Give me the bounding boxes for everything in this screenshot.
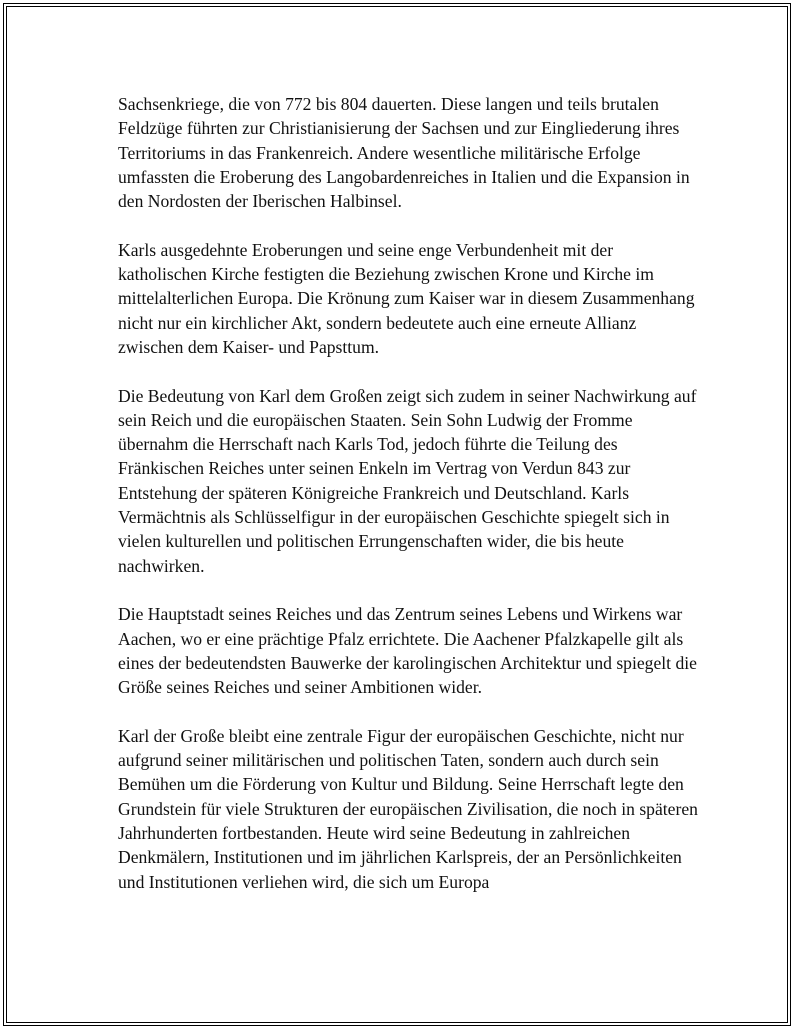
paragraph-3: Die Bedeutung von Karl dem Großen zeigt sich zudem in seiner Nachwirkung auf sein Reich und die europäischen Staaten. Sein Sohn Ludwig der Fromme übernahm die Herrschaft nach Karls Tod, jedoch führte die Teilung des Fränkischen Reiches unter seinen Enkeln im Vertrag von Verdun 843 zur Entstehung der späteren Königreiche Frankreich und Deutschland. Karls Vermächtnis als Schlüsselfigur in der europäischen Geschichte spiegelt sich in vielen kulturellen und politischen Errungenschaften wider, die bis heute nachwirken. — [118, 385, 697, 576]
document-body — [118, 92, 698, 918]
paragraph-1: Sachsenkriege, die von 772 bis 804 dauerten. Diese langen und teils brutalen Feldzüge führten zur Christianisierung der Sachsen und zur Eingliederung ihres Territoriums in das Frankenreich. Andere wesentliche militärische Erfolge umfassten die Eroberung des Langobardenreiches in Italien und die Expansion in den Nordosten der Iberischen Halbinsel. — [118, 94, 690, 212]
paragraph-2: Karls ausgedehnte Eroberungen und seine enge Verbundenheit mit der katholischen Kirche festigten die Beziehung zwischen Krone und Kirche im mittelalterlichen Europa. Die Krönung zum Kaiser war in diesem Zusammenhang nicht nur ein kirchlicher Akt, sondern bedeutete auch eine erneute Allianz zwischen dem Kaiser- und Papsttum. — [118, 239, 695, 357]
paragraph-4: Die Hauptstadt seines Reiches und das Zentrum seines Lebens und Wirkens war Aachen, wo er eine prächtige Pfalz errichtete. Die Aachener Pfalzkapelle gilt als eines der bedeutendsten Bauwerke der karolingischen Architektur und spiegelt die Größe seines Reiches und seiner Ambitionen wider. — [118, 604, 697, 698]
paragraph-5: Karl der Große bleibt eine zentrale Figur der europäischen Geschichte, nicht nur aufgrund seiner militärischen und politischen Taten, sondern auch durch sein Bemühen um die Förderung von Kultur und Bildung. Seine Herrschaft legte den Grundstein für viele Strukturen der europäischen Zivilisation, die noch in späteren Jahrhunderten fortbestanden. Heute wird seine Bedeutung in zahlreichen Denkmälern, Institutionen und im jährlichen Karlspreis, der an Persönlichkeiten und Institutionen verliehen wird, die sich um Europa — [118, 725, 698, 892]
